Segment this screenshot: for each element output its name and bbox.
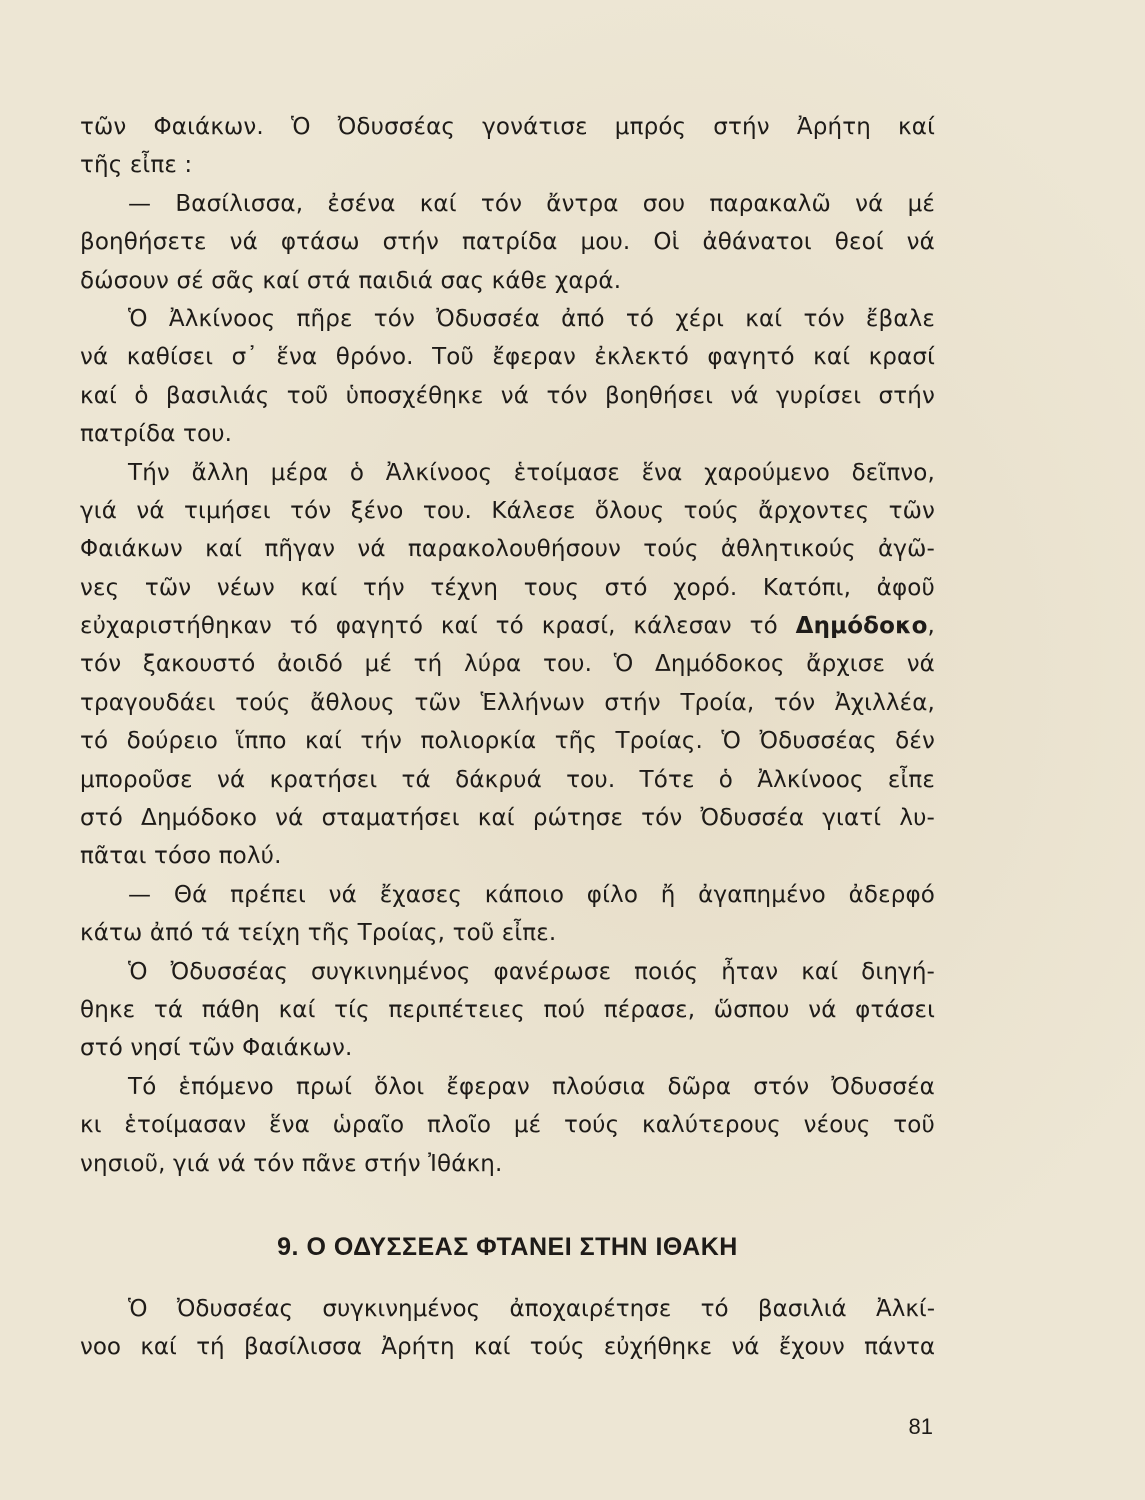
paragraph xyxy=(80,953,935,1068)
paragraph xyxy=(80,300,935,454)
text-line: — Θά πρέπει νά ἔχασες κάποιο φίλο ἤ ἀγαπημένο ἀδερφό xyxy=(128,881,935,908)
text-line: Ὁ Ὀδυσσέας συγκινημένος ἀποχαιρέτησε τό βασιλιά Ἀλκί- xyxy=(128,1296,935,1322)
paragraph xyxy=(80,1068,935,1183)
chapter-heading: 9. Ο ΟΔΥΣΣΕΑΣ ΦΤΑΝΕΙ ΣΤΗΝ ΙΘΑΚΗ xyxy=(277,1233,738,1261)
text-line: — Βασίλισσα, ἐσένα καί τόν ἄντρα σου παρακαλῶ νά μέ xyxy=(128,190,935,217)
text-line: Τό ἑπόμενο πρωί ὅλοι ἔφεραν πλούσια δῶρα στόν Ὀδυσσέα xyxy=(128,1073,935,1100)
main-text xyxy=(80,108,935,1183)
page-number: 81 xyxy=(908,1414,933,1439)
paragraph xyxy=(80,454,935,876)
text-line: νησιοῦ, γιά νά τόν πᾶνε στήν Ἰθάκη. xyxy=(80,1150,503,1177)
text-line: πᾶται τόσο πολύ. xyxy=(80,843,282,870)
text-line: τό δούρειο ἵππο καί τήν πολιορκία τῆς Τροίας. Ὁ Ὀδυσσέας δέν xyxy=(80,728,935,755)
text-line: τραγουδάει τούς ἄθλους τῶν Ἑλλήνων στήν Τροία, τόν Ἀχιλλέα, xyxy=(80,689,935,716)
text-line: Ὁ Ὀδυσσέας συγκινημένος φανέρωσε ποιός ἦταν καί διηγή- xyxy=(128,958,935,985)
text-line: δώσουν σέ σᾶς καί στά παιδιά σας κάθε χαρά. xyxy=(80,267,622,294)
text-line: καί ὁ βασιλιάς τοῦ ὑποσχέθηκε νά τόν βοηθήσει νά γυρίσει στήν xyxy=(80,382,935,409)
text-line: στό Δημόδοκο νά σταματήσει καί ρώτησε τόν Ὀδυσσέα γιατί λυ- xyxy=(80,805,935,832)
text-line: κάτω ἀπό τά τείχη τῆς Τροίας, τοῦ εἶπε. xyxy=(80,920,557,947)
text-fragment: εὐχαριστήθηκαν τό φαγητό καί τό κρασί, κάλεσαν τό xyxy=(80,613,778,640)
bold-name-demodokos: Δημόδοκο xyxy=(795,613,928,640)
text-line: τῶν Φαιάκων. Ὁ Ὀδυσσέας γονάτισε μπρός στήν Ἀρήτη καί xyxy=(80,114,935,140)
text-line: νά καθίσει σ᾽ ἕνα θρόνο. Τοῦ ἔφεραν ἐκλεκτό φαγητό καί κρασί xyxy=(80,344,935,371)
text-line: τῆς εἶπε : xyxy=(80,152,193,179)
text-line: νες τῶν νέων καί τήν τέχνη τους στό χορό. Κατόπι, ἀφοῦ xyxy=(80,574,935,601)
text-line: Τήν ἄλλη μέρα ὁ Ἀλκίνοος ἑτοίμασε ἕνα χαρούμενο δεῖπνο, xyxy=(128,459,935,486)
text-line: κι ἑτοίμασαν ἕνα ὡραῖο πλοῖο μέ τούς καλύτερους νέους τοῦ xyxy=(80,1112,935,1139)
paragraph xyxy=(80,185,935,300)
text-fragment: , xyxy=(927,613,935,640)
paragraph xyxy=(80,108,935,185)
text-line: Φαιάκων καί πῆγαν νά παρακολουθήσουν τούς ἀθλητικούς ἀγῶ- xyxy=(80,536,935,563)
text-line: γιά νά τιμήσει τόν ξένο του. Κάλεσε ὅλους τούς ἄρχοντες τῶν xyxy=(80,497,935,524)
text-line: μποροῦσε νά κρατήσει τά δάκρυά του. Τότε ὁ Ἀλκίνοος εἶπε xyxy=(80,766,935,793)
paragraph xyxy=(80,1290,935,1367)
text-line: τόν ξακουστό ἀοιδό μέ τή λύρα του. Ὁ Δημόδοκος ἄρχισε νά xyxy=(80,651,935,678)
text-line: πατρίδα του. xyxy=(80,421,233,448)
text-line: Ὁ Ἀλκίνοος πῆρε τόν Ὀδυσσέα ἀπό τό χέρι καί τόν ἔβαλε xyxy=(128,305,935,332)
text-line xyxy=(80,607,935,645)
text-line: θηκε τά πάθη καί τίς περιπέτειες πού πέρασε, ὥσπου νά φτάσει xyxy=(80,996,935,1023)
text-line: βοηθήσετε νά φτάσω στήν πατρίδα μου. Οἱ ἀθάνατοι θεοί νά xyxy=(80,229,935,256)
paragraph xyxy=(80,876,935,953)
text-line: στό νησί τῶν Φαιάκων. xyxy=(80,1035,353,1062)
text-line: νοο καί τή βασίλισσα Ἀρήτη καί τούς εὐχήθηκε νά ἔχουν πάντα xyxy=(80,1334,935,1361)
chapter-text xyxy=(80,1290,935,1367)
